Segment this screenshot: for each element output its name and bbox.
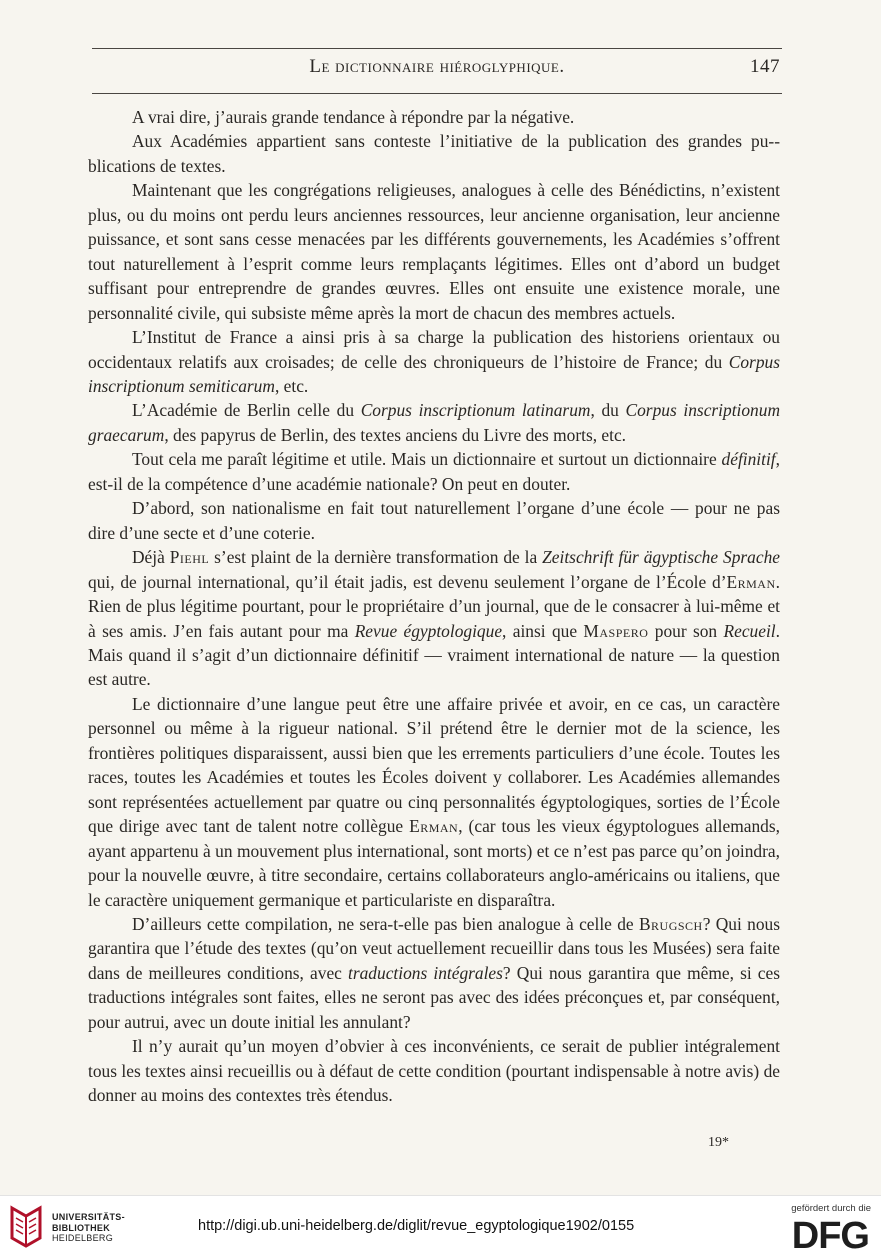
library-name-line2: BIBLIOTHEK bbox=[52, 1222, 110, 1233]
text-run: L’Institut de France a ainsi pris à sa charge la publication des historiens orientaux ou occidentaux relatifs aux croisades; de celle des chroniqueurs de l’histoire de France; du bbox=[88, 327, 780, 372]
permalink[interactable]: http://digi.ub.uni-heidelberg.de/diglit/revue_egyptologique1902/0155 bbox=[198, 1218, 635, 1234]
signature-mark: 19* bbox=[708, 1135, 729, 1150]
text-run: ? Qui nous garantira que l’étude des textes (qu’on veut actuellement recueillir dans tous les Musées) sera faite dans de meilleures conditions, avec bbox=[88, 913, 780, 983]
italic-title: Recueil bbox=[723, 620, 776, 641]
paragraph: Aux Académies appartient sans conteste l’initiative de la publication des grandes pu-blications de textes. bbox=[88, 131, 780, 176]
page-number: 147 bbox=[750, 56, 780, 77]
footer-bar bbox=[0, 1195, 881, 1259]
author-name: Maspero bbox=[583, 620, 649, 641]
italic-title: Zeitschrift für ägyptische Sprache bbox=[542, 547, 780, 568]
italic-title: Corpus inscriptionum graecarum bbox=[88, 400, 781, 445]
paragraph bbox=[88, 325, 780, 398]
paragraph bbox=[88, 912, 780, 1034]
author-name: Erman bbox=[726, 571, 776, 592]
text-run: ? Qui nous garantira que même, si ces traductions intégrales sont faites, elles ne seront pas avec des idées préconçues et, par conséquent, pour autrui, avec un doute initial les annulant? bbox=[88, 962, 780, 1032]
funding-note: gefördert durch die bbox=[791, 1203, 871, 1214]
university-library-logo-icon bbox=[8, 1204, 44, 1250]
text-run: , (car tous les vieux égyptologues allemands, ayant appartenu à un mouvement plus international, sont morts) et ce n’est pas parce qu’on joindra, pour la nouvelle œuvre, à titre secondaire, certains collaborateurs anglo-américains ou italiens, que le caractère uniquement germanique et particulariste en disparaîtra. bbox=[88, 816, 780, 910]
top-rule bbox=[92, 48, 782, 49]
paragraph: Maintenant que les congrégations religieuses, analogues à celle des Bénédictins, n’existent plus, ou du moins ont perdu leurs anciennes ressources, leur ancienne organisation, leur ancienne puissance, et sont sans cesse menacées par les différents gouvernements, les Académies s’offrent tout naturellement à l’esprit comme leurs remplaçants légitimes. Elles ont d’abord un budget suffisant pour entreprendre de grandes œuvres. Elles ont ensuite une existence morale, une personnalité civile, qui subsiste même après la mort de chacun des membres actuels. bbox=[88, 180, 780, 323]
paragraph bbox=[88, 447, 780, 496]
text-run: . Rien de plus légitime pourtant, pour le propriétaire d’un journal, que de le consacrer à lui-même et à ses amis. J’en fais autant pour ma bbox=[88, 571, 780, 641]
italic-title: Corpus inscriptionum latinarum bbox=[360, 400, 591, 421]
text-run: pour son bbox=[648, 620, 724, 641]
text-run: , est-il de la compétence d’une académie nationale? On peut en douter. bbox=[88, 449, 780, 494]
text-run: Tout cela me paraît légitime et utile. Mais un dictionnaire et surtout un dictionnaire bbox=[132, 449, 722, 470]
text-run: , ainsi que bbox=[502, 620, 584, 641]
italic-title: Corpus inscriptionum semiticarum bbox=[88, 351, 780, 396]
header-rule bbox=[92, 93, 782, 94]
library-name-line1: UNIVERSITÄTS- bbox=[52, 1212, 125, 1222]
body-text bbox=[88, 105, 780, 1108]
paragraph: Il n’y aurait qu’un moyen d’obvier à ces inconvénients, ce serait de publier intégralement tous les textes ainsi recueillis ou à défaut de cette condition (pourtant indispensable à notre avis) de donner au moins des contextes très étendus. bbox=[88, 1036, 780, 1106]
running-head bbox=[92, 56, 782, 86]
paragraph bbox=[88, 692, 780, 912]
text-run: Le dictionnaire d’une langue peut être une affaire privée et avoir, en ce cas, un caractère personnel ou même à la rigueur national. S’il prétend être le dernier mot de la science, les frontières politiques disparaissent, aussi bien que les errements particuliers d’une école. Toutes les races, toutes les Académies et toutes les Écoles doivent y collaborer. Les Académies allemandes sont représentées actuellement par quatre ou cinq personnalités égyptologiques, sorties de l’École que dirige avec tant de talent notre collègue bbox=[88, 693, 780, 837]
text-run: qui, de journal international, qu’il était jadis, est devenu seulement l’organe de l’École d’ bbox=[88, 571, 727, 592]
text-run: L’Académie de Berlin celle du bbox=[132, 400, 361, 421]
author-name: Piehl bbox=[169, 547, 210, 568]
library-name-line3: HEIDELBERG bbox=[52, 1233, 114, 1243]
author-name: Brugsch bbox=[638, 913, 703, 934]
running-title: Le dictionnaire hiéroglyphique. bbox=[309, 56, 565, 77]
text-run: , du bbox=[590, 400, 626, 421]
library-name bbox=[52, 1212, 125, 1244]
text-run: , etc. bbox=[274, 375, 309, 396]
paragraph bbox=[88, 545, 780, 692]
text-run: D’ailleurs cette compilation, ne sera-t-elle pas bien analogue à celle de bbox=[132, 913, 639, 934]
text-run: . Mais quand il s’agit d’un dictionnaire définitif — vraiment international de nature — la question est autre. bbox=[88, 620, 780, 690]
paragraph bbox=[88, 398, 780, 447]
italic-title: Revue égyptologique bbox=[354, 620, 503, 641]
text-run: Déjà bbox=[132, 547, 170, 568]
paragraph: D’abord, son nationalisme en fait tout naturellement l’organe d’une école — pour ne pas dire d’une secte et d’une coterie. bbox=[88, 498, 780, 543]
text-run: , des papyrus de Berlin, des textes anciens du Livre des morts, etc. bbox=[164, 424, 627, 445]
italic-title: traductions intégrales bbox=[348, 962, 503, 983]
text-run: s’est plaint de la dernière transformation de la bbox=[209, 547, 543, 568]
italic-title: définitif bbox=[721, 449, 776, 470]
dfg-logo: DFG bbox=[791, 1215, 869, 1257]
paragraph: A vrai dire, j’aurais grande tendance à répondre par la négative. bbox=[132, 107, 575, 127]
author-name: Erman bbox=[409, 816, 459, 837]
